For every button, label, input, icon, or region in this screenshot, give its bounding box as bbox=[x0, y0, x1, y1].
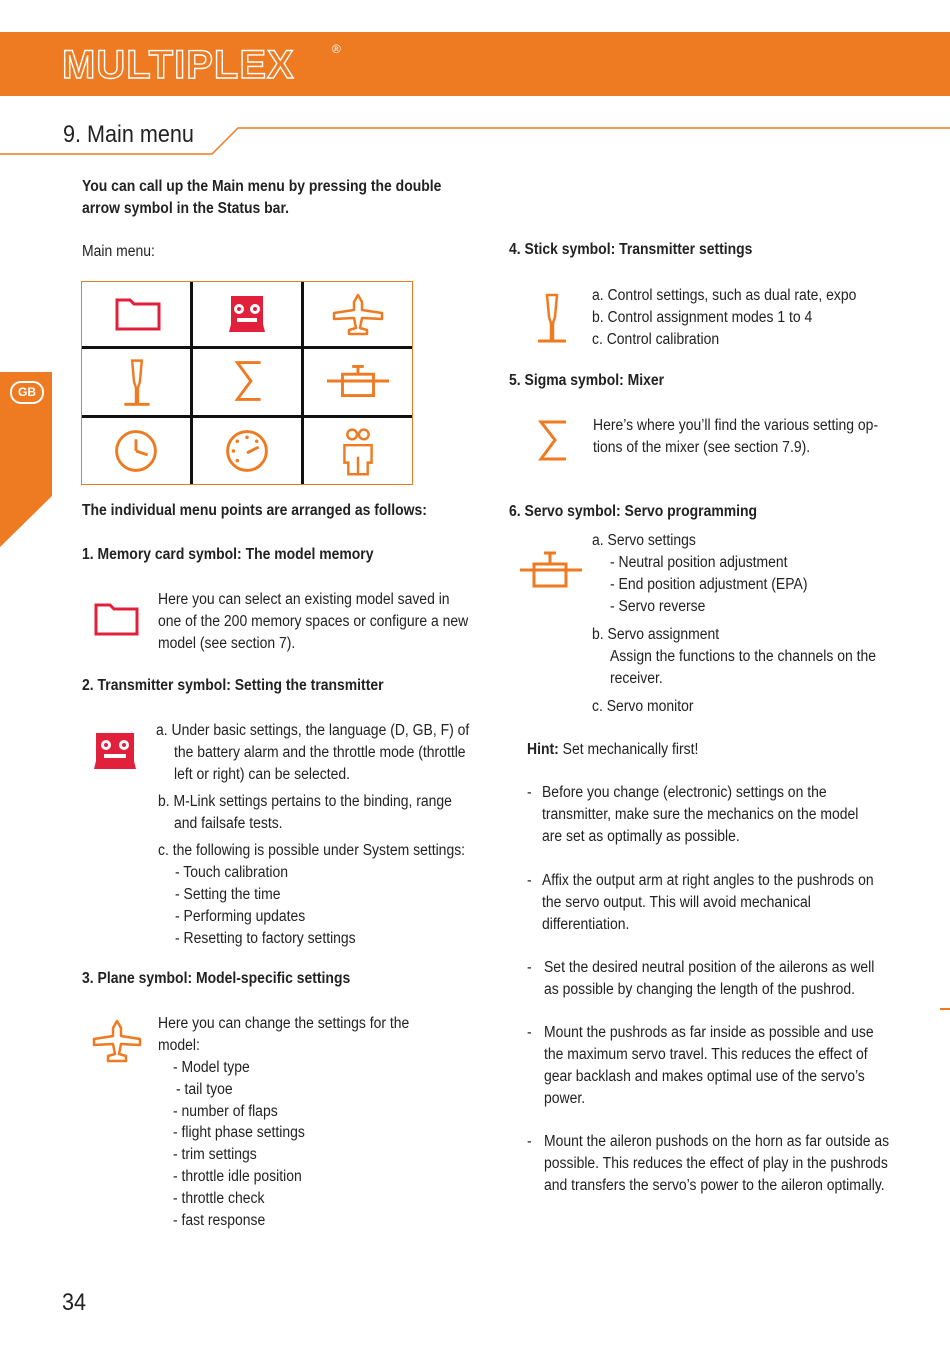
s6-a-line: a. Servo settings bbox=[592, 532, 696, 549]
hint-item-line: transmitter, make sure the mechanics on the model bbox=[542, 806, 859, 823]
s3-line: Here you can change the settings for the bbox=[158, 1015, 410, 1032]
s6-a-line: - End position adjustment (EPA) bbox=[610, 576, 808, 593]
s2-c-line: - Performing updates bbox=[175, 908, 306, 925]
s2-c-line: - Touch calibration bbox=[175, 864, 288, 881]
title-underline bbox=[0, 124, 950, 158]
plane-icon[interactable] bbox=[304, 282, 412, 346]
s3-line: - tail tyoe bbox=[176, 1081, 233, 1098]
main-menu-label: Main menu: bbox=[82, 243, 155, 260]
hint-item-line: the servo output. This will avoid mechanical bbox=[542, 894, 811, 911]
s6-b-line: receiver. bbox=[610, 670, 663, 687]
s6-a-line: - Neutral position adjustment bbox=[610, 554, 788, 571]
registered-mark: ® bbox=[332, 42, 341, 56]
intro-line-2: arrow symbol in the Status bar. bbox=[82, 200, 289, 217]
stick-icon-small bbox=[534, 292, 570, 346]
hint-item-line: Mount the pushrods as far inside as possible and use bbox=[544, 1024, 874, 1041]
s6-title: 6. Servo symbol: Servo programming bbox=[509, 503, 758, 520]
hint-bullet: - bbox=[527, 784, 532, 801]
s5-line: Here’s where you’ll find the various setting op- bbox=[593, 417, 879, 434]
hint-line bbox=[527, 739, 698, 761]
s2-c-line: c. the following is possible under System settings: bbox=[158, 842, 466, 859]
hint-label: Hint: bbox=[527, 741, 559, 758]
transmitter-icon[interactable] bbox=[193, 282, 301, 346]
s3-line: - fast response bbox=[173, 1212, 266, 1229]
hint-item-line: the maximum servo travel. This reduces the effect of bbox=[544, 1046, 868, 1063]
s3-line: - flight phase settings bbox=[173, 1124, 305, 1141]
servo-icon-small bbox=[518, 548, 584, 592]
s3-line: - number of flaps bbox=[173, 1103, 278, 1120]
section-title: 9. Main menu bbox=[63, 121, 194, 148]
s2-c-line: - Setting the time bbox=[175, 886, 281, 903]
s1-line: Here you can select an existing model saved in bbox=[158, 591, 450, 608]
s2-a-line: the battery alarm and the throttle mode (throttle bbox=[174, 744, 466, 761]
hint-bullet: - bbox=[527, 1024, 532, 1041]
hint-item-line: and transfers the servo’s power to the aileron optimally. bbox=[544, 1177, 885, 1194]
s1-title: 1. Memory card symbol: The model memory bbox=[82, 546, 374, 563]
hint-item-line: Affix the output arm at right angles to the pushrods on bbox=[542, 872, 874, 889]
plane-icon-small bbox=[92, 1019, 142, 1067]
s5-line: tions of the mixer (see section 7.9). bbox=[593, 439, 811, 456]
s3-title: 3. Plane symbol: Model-specific settings bbox=[82, 970, 351, 987]
s3-line: model: bbox=[158, 1037, 200, 1054]
language-badge: GB bbox=[10, 381, 44, 404]
hint-item-line: possible. This reduces the effect of play in the pushrods bbox=[544, 1155, 888, 1172]
s4-title: 4. Stick symbol: Transmitter settings bbox=[509, 241, 753, 258]
s6-a-line: - Servo reverse bbox=[610, 598, 706, 615]
s1-line: model (see section 7). bbox=[158, 635, 296, 652]
hint-text: Set mechanically first! bbox=[558, 741, 699, 758]
intro-line-1: You can call up the Main menu by pressing the double bbox=[82, 178, 442, 195]
hint-item-line: Mount the aileron pushods on the horn as far outside as bbox=[544, 1133, 890, 1150]
sigma-icon[interactable] bbox=[193, 349, 301, 413]
s2-b-line: and failsafe tests. bbox=[174, 815, 283, 832]
s2-a-line: left or right) can be selected. bbox=[174, 766, 351, 783]
arranged-label: The individual menu points are arranged as follows: bbox=[82, 502, 427, 519]
s6-b-line: Assign the functions to the channels on the bbox=[610, 648, 877, 665]
page-number: 34 bbox=[62, 1289, 87, 1316]
menu-grid bbox=[81, 281, 413, 485]
user-icon[interactable] bbox=[304, 418, 412, 482]
s3-line: - throttle check bbox=[173, 1190, 265, 1207]
hint-item-line: differentiation. bbox=[542, 916, 630, 933]
margin-marker bbox=[940, 1008, 950, 1010]
s3-line: - trim settings bbox=[173, 1146, 257, 1163]
s6-c-line: c. Servo monitor bbox=[592, 698, 694, 715]
servo-icon[interactable] bbox=[304, 349, 412, 413]
multiplex-logo: MULTIPLEX bbox=[62, 43, 295, 87]
s2-b-line: b. M-Link settings pertains to the binding, range bbox=[158, 793, 452, 810]
clock-icon[interactable] bbox=[82, 418, 190, 482]
transmitter-icon-small bbox=[92, 731, 138, 771]
hint-item-line: Before you change (electronic) settings on the bbox=[542, 784, 827, 801]
s1-line: one of the 200 memory spaces or configure a new bbox=[158, 613, 469, 630]
hint-bullet: - bbox=[527, 1133, 532, 1150]
s2-a-line: a. Under basic settings, the language (D, GB, F) of bbox=[156, 722, 470, 739]
folder-icon-small bbox=[94, 602, 140, 636]
hint-item-line: gear backlash and makes optimal use of the servo’s bbox=[544, 1068, 865, 1085]
s4-line: c. Control calibration bbox=[592, 331, 720, 348]
s2-title: 2. Transmitter symbol: Setting the transmitter bbox=[82, 677, 384, 694]
hint-bullet: - bbox=[527, 872, 532, 889]
s6-b-line: b. Servo assignment bbox=[592, 626, 720, 643]
hint-item-line: Set the desired neutral position of the ailerons as well bbox=[544, 959, 875, 976]
hint-bullet: - bbox=[527, 959, 532, 976]
s4-line: b. Control assignment modes 1 to 4 bbox=[592, 309, 813, 326]
s3-line: - Model type bbox=[173, 1059, 250, 1076]
s3-line: - throttle idle position bbox=[173, 1168, 302, 1185]
folder-icon[interactable] bbox=[82, 282, 190, 346]
s2-c-line: - Resetting to factory settings bbox=[175, 930, 356, 947]
hint-item-line: as possible by changing the length of the pushrod. bbox=[544, 981, 856, 998]
sigma-icon-small bbox=[536, 419, 570, 463]
hint-item-line: power. bbox=[544, 1090, 586, 1107]
gauge-icon[interactable] bbox=[193, 418, 301, 482]
s5-title: 5. Sigma symbol: Mixer bbox=[509, 372, 665, 389]
s4-line: a. Control settings, such as dual rate, expo bbox=[592, 287, 857, 304]
stick-icon[interactable] bbox=[82, 349, 190, 413]
hint-item-line: are set as optimally as possible. bbox=[542, 828, 740, 845]
